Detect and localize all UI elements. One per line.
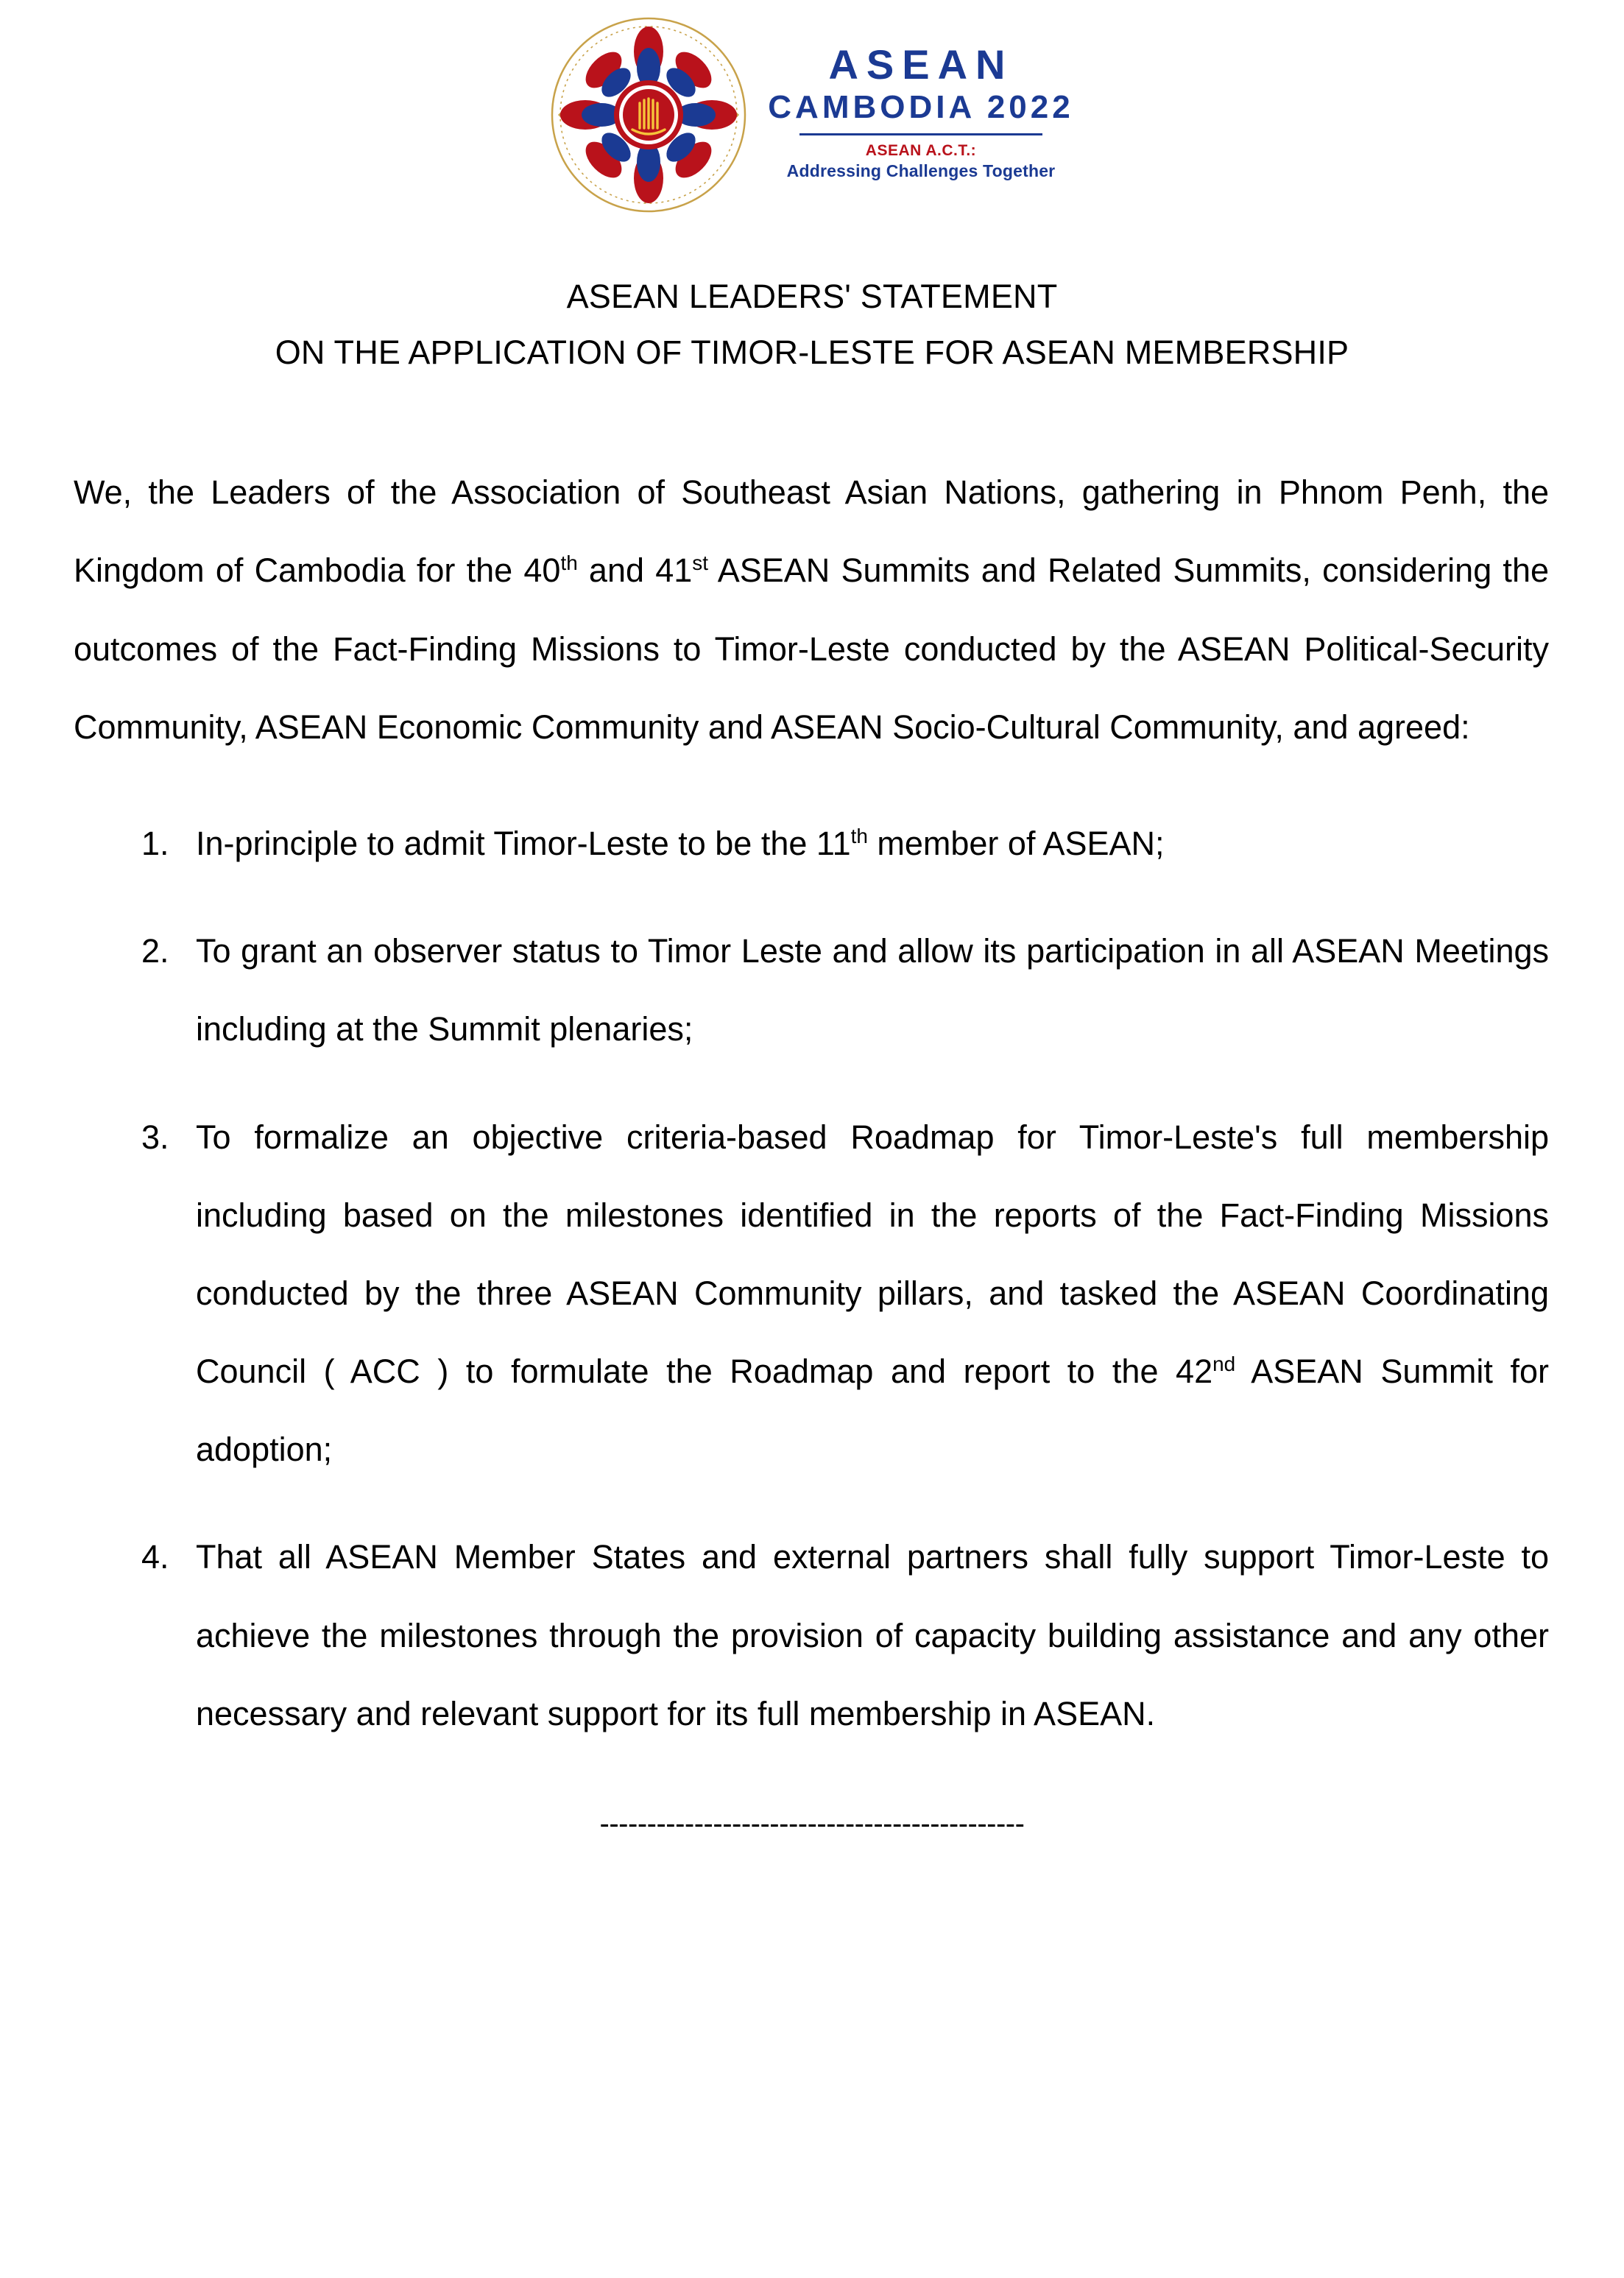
clause-text-part-2: ASEAN Summit for adoption; [196, 1353, 1549, 1469]
asean-cambodia-2022-emblem-icon [550, 16, 747, 214]
clause-text-part-1: To formalize an objective criteria-based Roadmap for Timor-Leste's full membership including based on the milestones identified in the reports of the Fact-Finding Missions conducted by the three ASEAN Community pillars, and tasked the ASEAN Coordinating Council ( ACC ) to formulate the Roadmap and report to the 42 [196, 1118, 1549, 1391]
wordmark-cambodia-2022: CAMBODIA 2022 [768, 89, 1074, 126]
preamble-text-part-1: We, the Leaders of the Association of Southeast Asian Nations, gathering in Phnom Penh, the Kingdom of Cambodia for the 40 [74, 473, 1549, 590]
clause-ordinal: th [850, 824, 868, 847]
clause-text-part-1: To grant an observer status to Timor Leste and allow its participation in all ASEAN Meetings including at the Summit plenaries; [196, 932, 1549, 1048]
list-item [141, 912, 1549, 1068]
preamble-paragraph [71, 454, 1553, 766]
closing-separator: --------------------------------------------- [599, 1808, 1025, 1840]
preamble-ordinal-41st: st [692, 551, 708, 575]
page-title-line-2: ON THE APPLICATION OF TIMOR-LESTE FOR ASEAN MEMBERSHIP [275, 334, 1349, 372]
wordmark-tagline: Addressing Challenges Together [786, 161, 1056, 181]
list-item [141, 1099, 1549, 1489]
document-title-block [71, 274, 1553, 375]
asean-cambodia-wordmark [768, 40, 1074, 182]
wordmark-divider [799, 133, 1042, 135]
clause-ordinal: nd [1212, 1353, 1236, 1376]
list-item [141, 805, 1549, 883]
document-header [71, 0, 1553, 214]
wordmark-asean: ASEAN [828, 40, 1014, 88]
clause-text-part-1: In-principle to admit Timor-Leste to be the 11 [196, 824, 851, 862]
clause-text-part-2: member of ASEAN; [867, 824, 1165, 862]
list-item [141, 1518, 1549, 1753]
clause-text-part-1: That all ASEAN Member States and external partners shall fully support Timor-Leste to achieve the milestones through the provision of capacity building assistance and any other necessary and relevant support for its full membership in ASEAN. [196, 1538, 1549, 1732]
clause-list [71, 805, 1553, 1753]
preamble-text-part-2: and 41 [577, 551, 693, 590]
page-title-line-1: ASEAN LEADERS' STATEMENT [566, 278, 1058, 315]
preamble-ordinal-40th: th [560, 551, 578, 575]
wordmark-act: ASEAN A.C.T.: [865, 142, 977, 160]
preamble-text-part-3: ASEAN Summits and Related Summits, considering the outcomes of the Fact-Finding Missions to Timor-Leste conducted by the ASEAN Political-Security Community, ASEAN Economic Community and ASEAN Socio-Cultural Community, and agreed: [74, 551, 1549, 746]
